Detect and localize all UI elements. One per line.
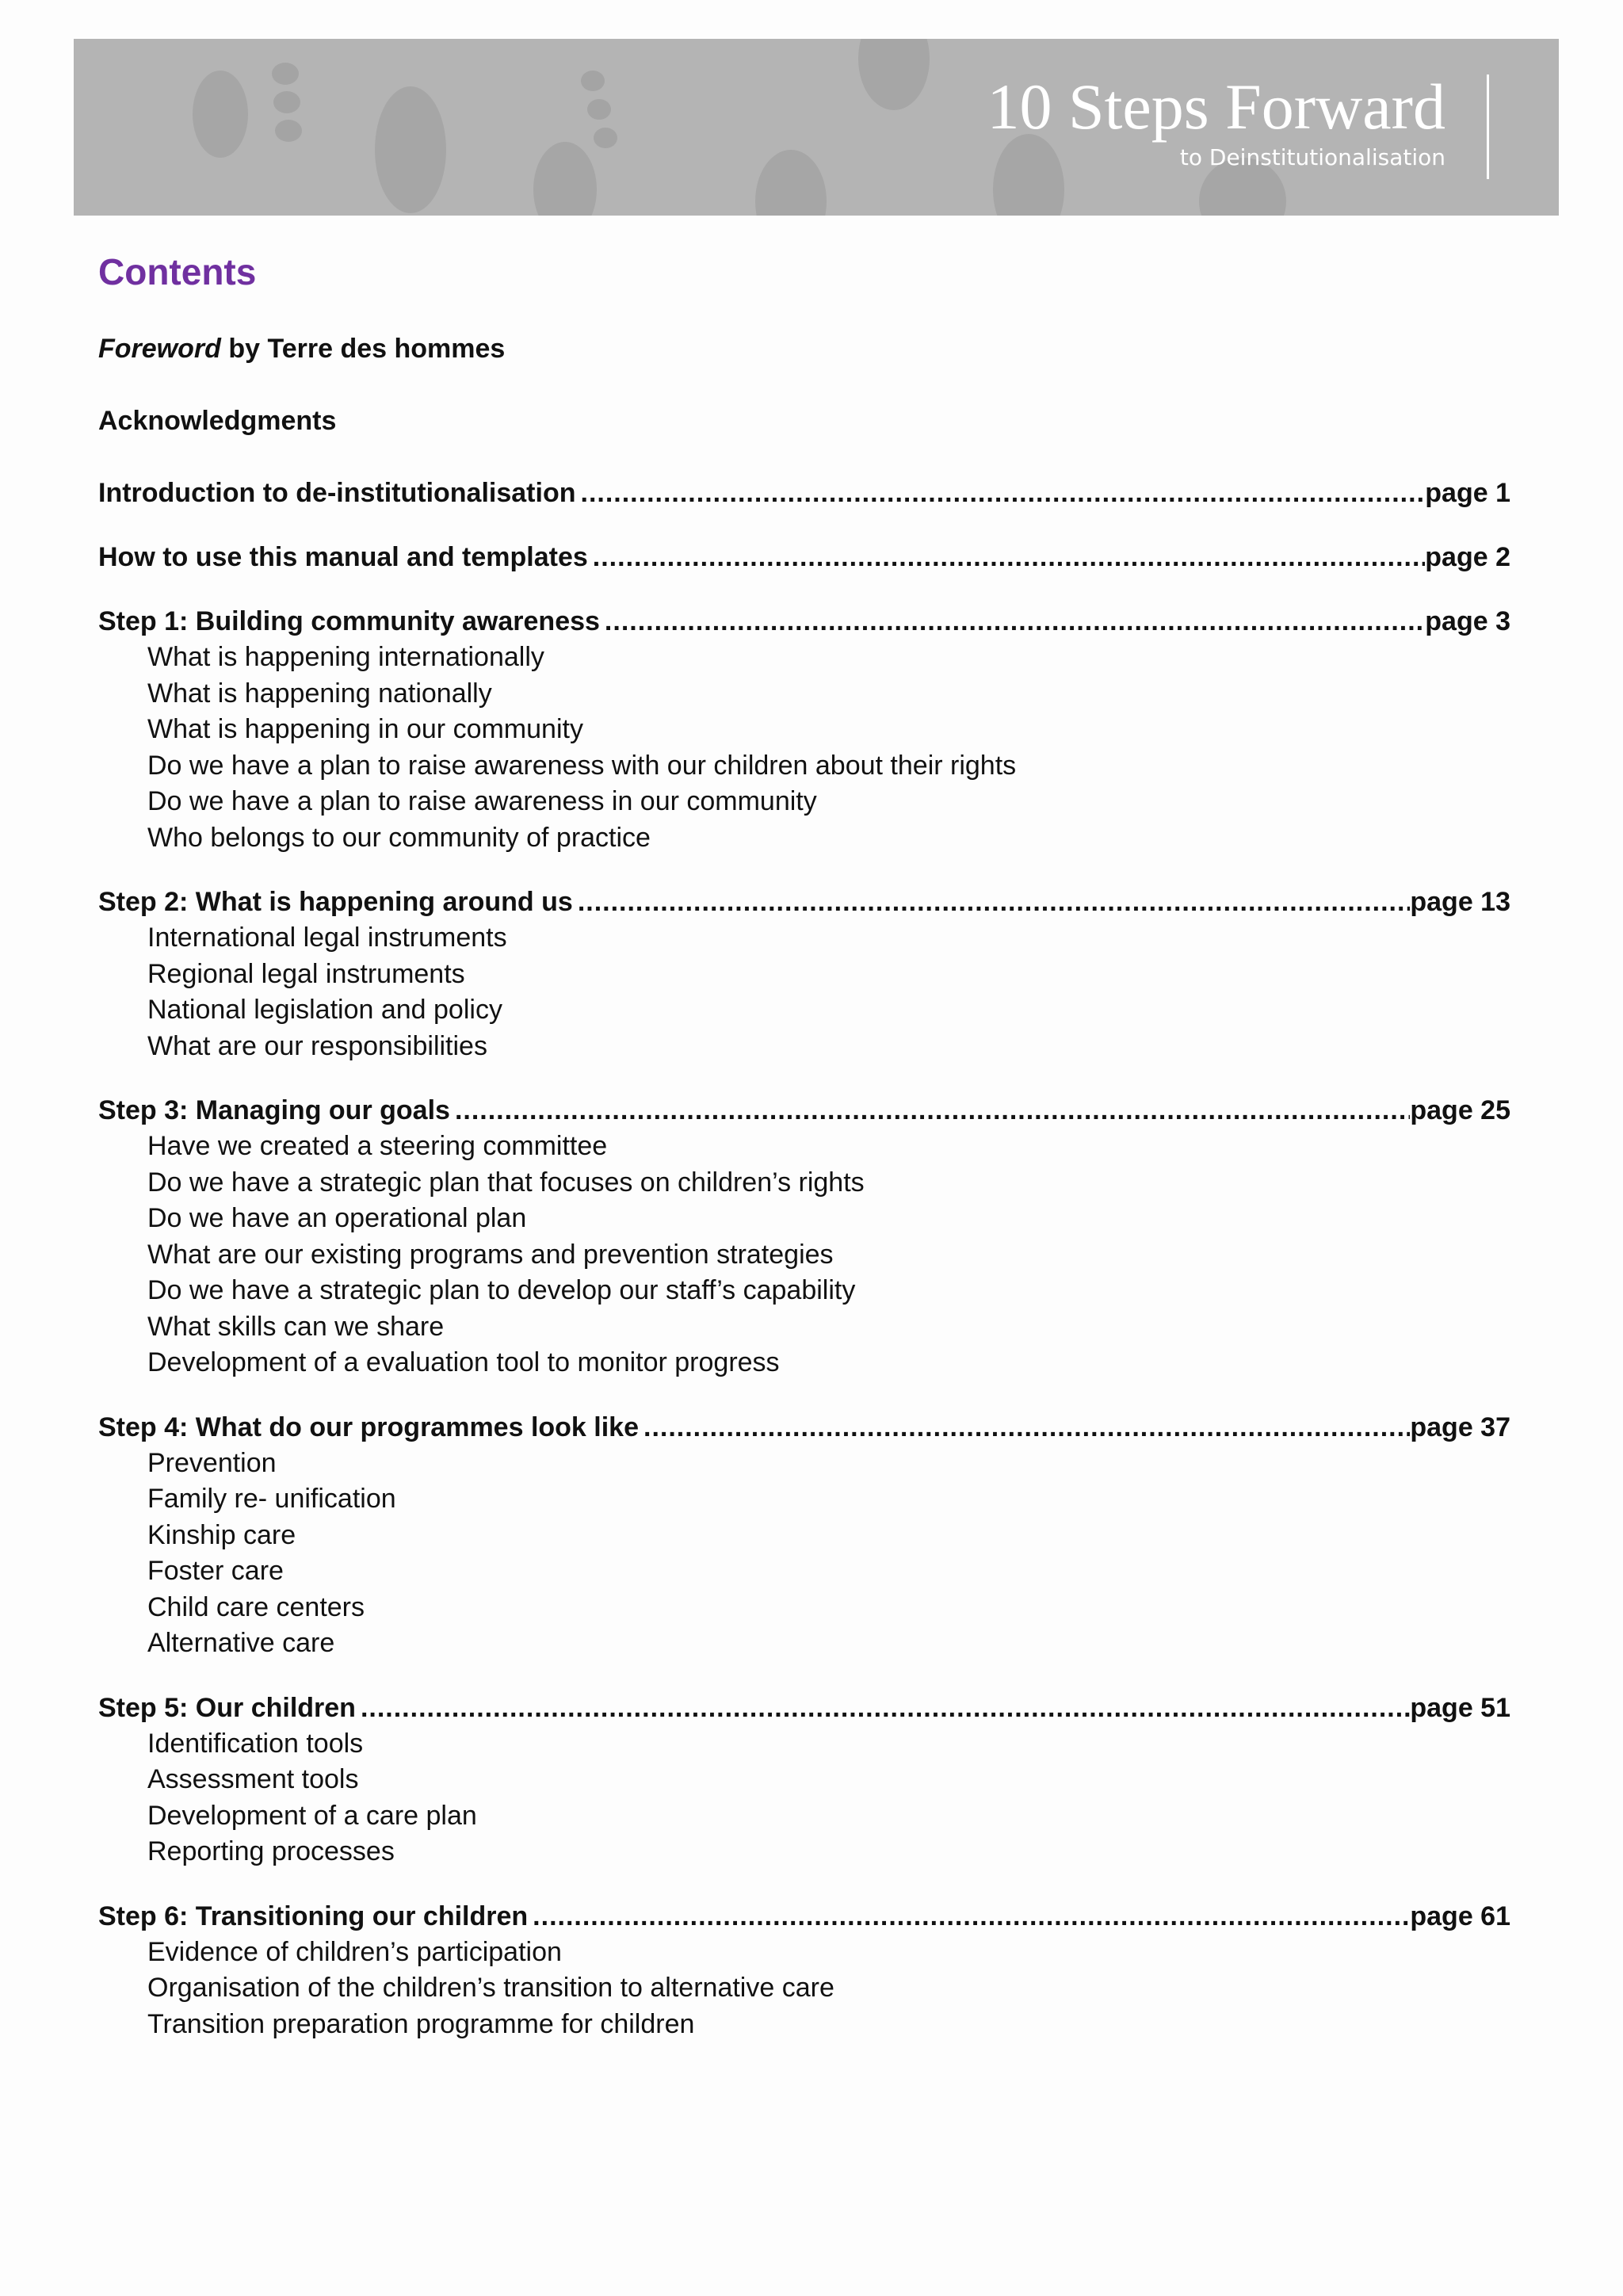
toc-entry [98, 1898, 1510, 2043]
toc-entry-row[interactable] [98, 1690, 1510, 1726]
footprint-decoration [755, 150, 827, 216]
toc-entry-row[interactable] [98, 1898, 1510, 1935]
toc-entry [98, 475, 1510, 511]
toc-subitem: What is happening internationally [147, 642, 544, 672]
table-of-contents [98, 475, 1510, 2042]
toc-entry [98, 1092, 1510, 1381]
toc-entry-label: Step 1: Building community awareness [98, 606, 600, 636]
toc-subitem: Transition preparation programme for children [147, 2008, 695, 2039]
toc-subitem: International legal instruments [147, 923, 507, 953]
foreword-rest: by Terre des hommes [220, 334, 506, 364]
foreword-emphasis: Foreword [98, 334, 221, 364]
dot-leader [450, 1092, 1410, 1129]
toc-entry-row[interactable] [98, 884, 1510, 920]
toc-subitem-list [98, 1446, 1510, 1662]
toc-page-number: page 37 [1410, 1412, 1510, 1442]
toc-entry-label: Introduction to de-institutionalisation [98, 478, 576, 508]
dot-leader [356, 1690, 1410, 1726]
toc-subitem: Foster care [147, 1556, 284, 1586]
dot-leader [576, 475, 1426, 511]
toc-subitem-list [98, 1935, 1510, 2043]
toc-entry-label: How to use this manual and templates [98, 542, 588, 572]
toc-subitem: What are our existing programs and prevention strategies [147, 1239, 834, 1270]
toc-subitem: National legislation and policy [147, 995, 502, 1025]
banner-title: 10 Steps Forward [987, 71, 1445, 143]
footprint-toe-decoration [275, 120, 302, 142]
toc-page-number: page 61 [1410, 1901, 1510, 1931]
toc-subitem-list [98, 1726, 1510, 1870]
toc-subitem: What skills can we share [147, 1311, 445, 1342]
toc-entry-label: Step 5: Our children [98, 1692, 356, 1723]
footprint-decoration [993, 134, 1064, 216]
toc-subitem: Evidence of children’s participation [147, 1936, 562, 1967]
toc-entry [98, 603, 1510, 856]
toc-subitem: Do we have a strategic plan that focuses on children’s rights [147, 1167, 865, 1198]
toc-subitem: Child care centers [147, 1591, 365, 1622]
dot-leader [573, 884, 1411, 920]
dot-leader [588, 539, 1426, 575]
toc-page-number: page 13 [1410, 887, 1510, 917]
toc-entry [98, 884, 1510, 1064]
footprint-decoration [375, 86, 446, 213]
toc-subitem: What is happening in our community [147, 714, 583, 744]
toc-subitem: Alternative care [147, 1628, 335, 1658]
toc-subitem: Do we have an operational plan [147, 1203, 527, 1233]
toc-subitem: Have we created a steering committee [147, 1131, 608, 1161]
toc-subitem-list [98, 1129, 1510, 1381]
toc-page-number: page 2 [1425, 542, 1510, 572]
toc-subitem: Who belongs to our community of practice [147, 822, 651, 853]
toc-entry-row[interactable] [98, 539, 1510, 575]
foreword-heading[interactable] [98, 330, 1510, 367]
banner-subtitle: to Deinstitutionalisation [1179, 144, 1445, 170]
banner-divider [1487, 74, 1489, 179]
toc-subitem: Assessment tools [147, 1764, 359, 1794]
toc-entry-row[interactable] [98, 1409, 1510, 1446]
contents-page [98, 250, 1510, 2070]
header-banner [74, 39, 1559, 216]
toc-subitem: What are our responsibilities [147, 1030, 487, 1061]
dot-leader [528, 1898, 1410, 1935]
toc-subitem-list [98, 920, 1510, 1064]
toc-entry-label: Step 4: What do our programmes look like [98, 1412, 639, 1442]
footprint-decoration [193, 71, 248, 158]
toc-entry-row[interactable] [98, 1092, 1510, 1129]
footprint-toe-decoration [587, 99, 611, 120]
toc-page-number: page 3 [1425, 606, 1510, 636]
toc-subitem: Reporting processes [147, 1836, 395, 1866]
toc-subitem: Do we have a plan to raise awareness in our community [147, 786, 817, 816]
toc-subitem: What is happening nationally [147, 678, 492, 709]
toc-subitem: Kinship care [147, 1519, 296, 1550]
toc-subitem: Do we have a strategic plan to develop our staff’s capability [147, 1275, 856, 1305]
toc-entry [98, 1409, 1510, 1662]
toc-page-number: page 1 [1425, 478, 1510, 508]
toc-subitem: Family re- unification [147, 1484, 396, 1514]
toc-subitem: Do we have a plan to raise awareness with our children about their rights [147, 750, 1017, 781]
footprint-decoration [533, 142, 597, 216]
toc-entry-row[interactable] [98, 603, 1510, 640]
toc-subitem: Prevention [147, 1447, 277, 1478]
footprint-decoration [858, 39, 930, 110]
acknowledgments-heading[interactable]: Acknowledgments [98, 406, 337, 436]
toc-entry [98, 539, 1510, 575]
toc-subitem: Organisation of the children’s transition to alternative care [147, 1973, 834, 2003]
footprint-toe-decoration [273, 91, 300, 113]
footprint-toe-decoration [594, 128, 617, 148]
dot-leader [600, 603, 1425, 640]
toc-page-number: page 51 [1410, 1692, 1510, 1723]
page-title: Contents [98, 251, 257, 292]
toc-entry [98, 1690, 1510, 1870]
toc-entry-label: Step 3: Managing our goals [98, 1095, 450, 1125]
toc-subitem: Development of a care plan [147, 1800, 477, 1831]
footprint-toe-decoration [272, 63, 299, 85]
footprint-toe-decoration [581, 71, 605, 91]
toc-subitem: Regional legal instruments [147, 958, 465, 989]
toc-subitem-list [98, 640, 1510, 856]
toc-entry-row[interactable] [98, 475, 1510, 511]
toc-subitem: Development of a evaluation tool to monitor progress [147, 1347, 780, 1377]
toc-entry-label: Step 6: Transitioning our children [98, 1901, 529, 1931]
toc-page-number: page 25 [1410, 1095, 1510, 1125]
toc-entry-label: Step 2: What is happening around us [98, 887, 573, 917]
toc-subitem: Identification tools [147, 1728, 364, 1759]
dot-leader [639, 1409, 1410, 1446]
